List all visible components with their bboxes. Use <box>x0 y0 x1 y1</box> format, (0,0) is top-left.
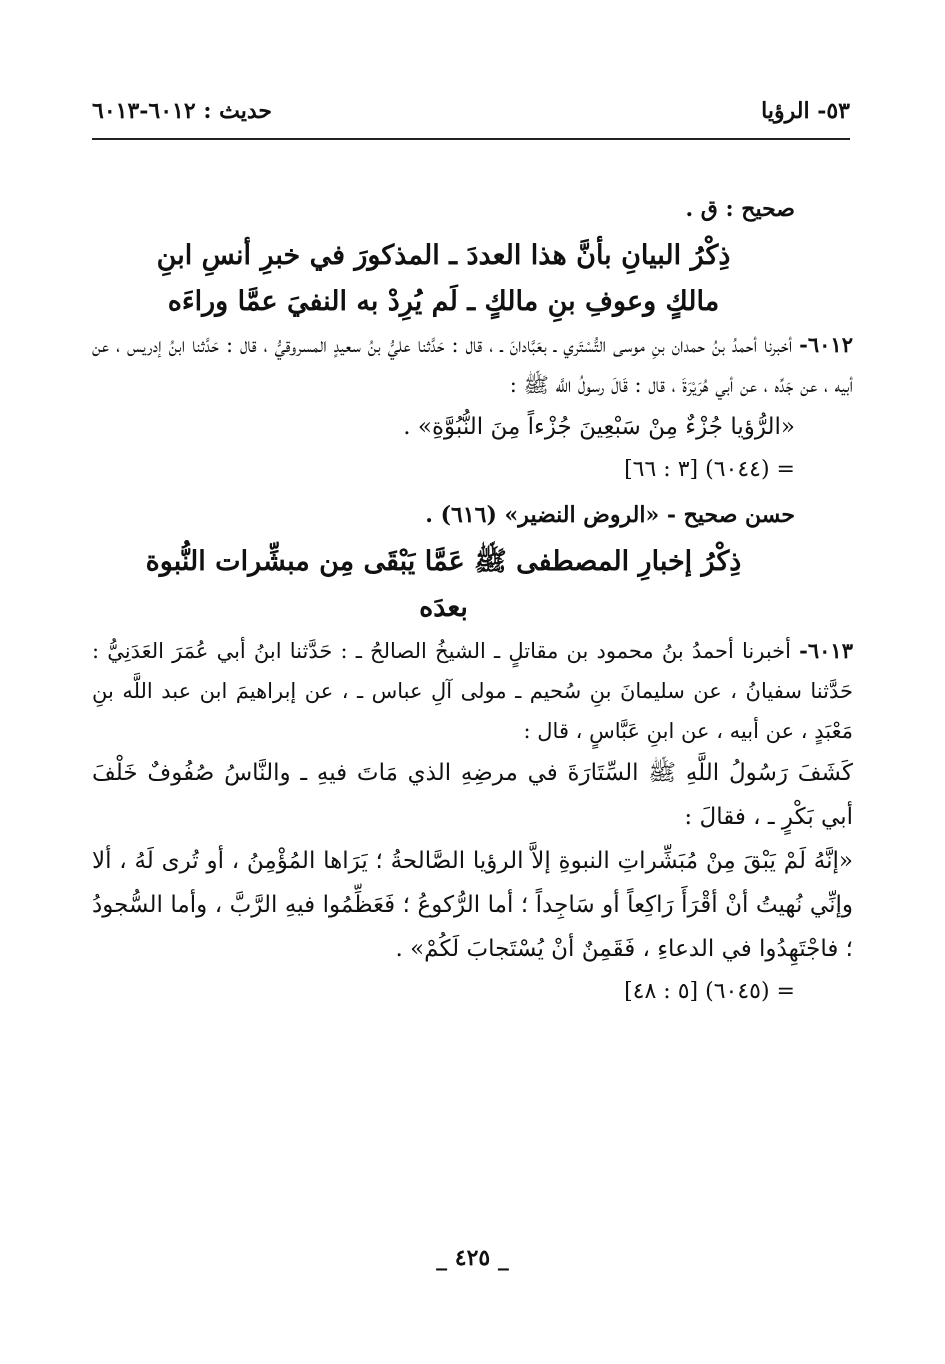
grade-top: صحيح : ق . <box>685 196 795 222</box>
section-heading-1-line2: مالكٍ وعوفِ بنِ مالكٍ ـ لَم يُرِدْ به النفيَ عمَّا وراءَه <box>167 286 720 317</box>
section-heading-2-line2: بعدَه <box>419 592 468 623</box>
hadith-number: ٦٠١٣- <box>799 638 853 663</box>
hadith-matn: «الرُّؤيا جُزْءٌ مِنْ سَبْعِينَ جُزْءاً مِنَ النُّبُوَّةِ» . <box>403 414 795 440</box>
hadith-reference: = (٦٠٤٤) [٣ : ٦٦] <box>624 457 795 482</box>
hadith-number: ٦٠١٢- <box>799 332 853 357</box>
page-number: _ ٤٢٥ _ <box>436 1245 509 1271</box>
hadith-narration: كَشَفَ رَسُولُ اللَّهِ ﷺ السِّتَارَةَ في مرضِهِ الذي مَاتَ فيهِ ـ والنَّاسُ صُفُوفٌ خَلْفَ أبي بَكْرٍ ـ ، فقالَ : <box>92 760 853 830</box>
hadith-isnad: أخبرنا أحمدُ بنُ محمود بن مقاتلٍ ـ الشيخُ الصالحُ ـ : حَدَّثنا ابنُ أبي عُمَرَ العَدَنِيُّ : حَدَّثنا سفيانُ ، عن سليمانَ بنِ سُحيم ـ مولى آلِ عباس ـ ، عن إبراهيمَ ابن عبد اللَّه بنِ مَعْبَدٍ ، عن أبيه ، عن ابنِ عَبَّاسٍ ، قال : <box>92 639 853 743</box>
section-heading-1-line1: ذِكْرُ البيانِ بأنَّ هذا العددَ ـ المذكورَ في خبرِ أنسِ ابنِ <box>156 240 731 271</box>
section-heading-2 <box>92 539 795 631</box>
section-heading-2-line1: ذِكْرُ إخبارِ المصطفى ﷺ عَمَّا يَبْقَى مِن مبشِّرات النُّبوة <box>145 546 742 577</box>
hadith-6012 <box>92 325 853 405</box>
section-heading-1 <box>92 233 795 325</box>
hadith-range: حديث : ٦٠١٢-٦٠١٣ <box>92 98 272 124</box>
chapter-title: ٥٣- الرؤيا <box>761 98 850 124</box>
hadith-grade: حسن صحيح - «الروض النضير» (٦١٦) . <box>425 502 795 528</box>
page-body <box>92 185 853 1013</box>
running-header <box>92 98 850 140</box>
hadith-6013 <box>92 631 853 751</box>
hadith-matn: «إنَّهُ لَمْ يَبْقَ مِنْ مُبَشِّراتِ النبوةِ إلاَّ الرؤيا الصَّالحةُ ؛ يَرَاها المُؤْمِنُ ، أو تُرى لَهُ ، ألا وإنِّي نُهيتُ أنْ أقْرَأَ رَاكِعاً أو سَاجِداً ؛ أما الرُّكوعُ ؛ فَعَظِّمُوا فيهِ الرَّبَّ ، وأما السُّجودُ ؛ فاجْتَهِدُوا في الدعاءِ ، فَقَمِنٌ أنْ يُسْتَجابَ لَكُمْ» . <box>92 848 853 962</box>
hadith-reference: = (٦٠٤٥) [٥ : ٤٨] <box>624 979 795 1004</box>
hadith-isnad: أخبرنا أحمدُ بنُ حمدان بنِ موسى التُّسْتَري ـ بعَبَّادانَ ـ ، قال : حَدَّثنا عليُّ بنُ سعيدٍ المسروقيُّ ، قال : حَدَّثنا ابنُ إدريس ، عن أبيه ، عن جَدِّه ، عن أبي هُرَيْرَةَ ، قال : قَالَ رسولُ اللَّه ﷺ : <box>92 333 853 397</box>
